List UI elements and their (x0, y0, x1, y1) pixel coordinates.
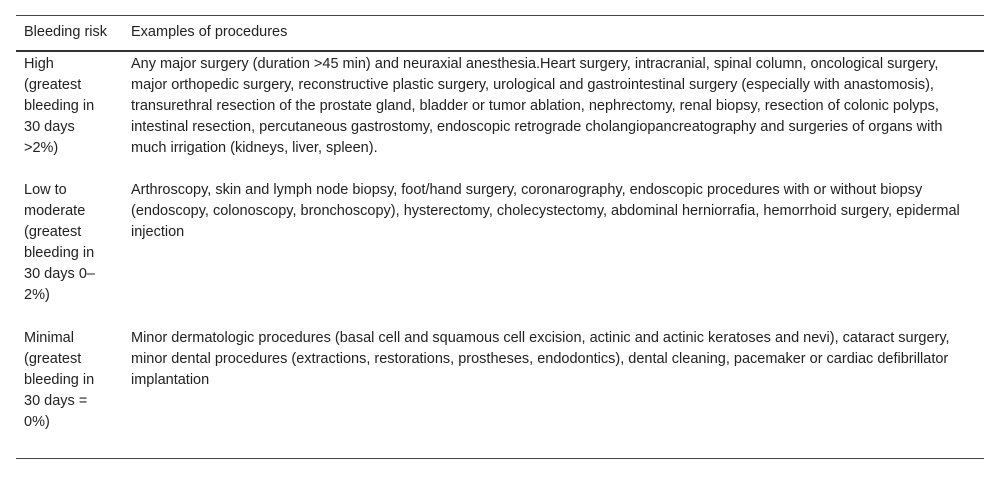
examples-cell-minimal: Minor dermatologic procedures (basal cell and squamous cell excision, actinic and actinic keratoses and nevi), cataract surgery, minor dental procedures (extractions, restorations, prostheses, endodontics), dental cleaning, pacemaker or cardiac defibrillator implantation (131, 330, 950, 388)
bleeding-risk-table (16, 15, 984, 459)
table-row (16, 326, 984, 458)
header-bleeding-risk: Bleeding risk (24, 24, 108, 40)
header-row (16, 16, 984, 52)
table-header (16, 16, 984, 52)
header-examples-of-procedures: Examples of procedures (131, 24, 288, 40)
examples-cell-low-to-moderate: Arthroscopy, skin and lymph node biopsy, foot/hand surgery, coronarography, endoscopic procedures with or without biopsy (endoscopy, colonoscopy, bronchoscopy), hysterectomy, cholecystectomy, abdominal herniorrafia, hemorrhoid surgery, epidermal injection (131, 182, 960, 240)
examples-cell-high: Any major surgery (duration >45 min) and neuraxial anesthesia.Heart surgery, intracranial, spinal column, oncological surgery, major orthopedic surgery, reconstructive plastic surgery, urological and gastrointestinal surgery (especially with anastomosis), transurethral resection of the prostate gland, bladder or tumor ablation, nephrectomy, renal biopsy, resection of colonic polyps, intestinal resection, percutaneous gastrostomy, endoscopic retrograde cholangiopancreatography and surgeries of organs with much irrigation (kidneys, liver, spleen). (131, 56, 943, 156)
table-row (16, 178, 984, 326)
risk-cell-minimal: Minimal (greatest bleeding in 30 days = 0%) (24, 330, 95, 430)
table-row (16, 51, 984, 178)
table-body (16, 51, 984, 458)
risk-cell-low-to-moderate: Low to moderate (greatest bleeding in 30 days 0–2%) (24, 182, 95, 303)
procedures-table-container (16, 15, 984, 459)
risk-cell-high: High (greatest bleeding in 30 days >2%) (24, 56, 95, 156)
